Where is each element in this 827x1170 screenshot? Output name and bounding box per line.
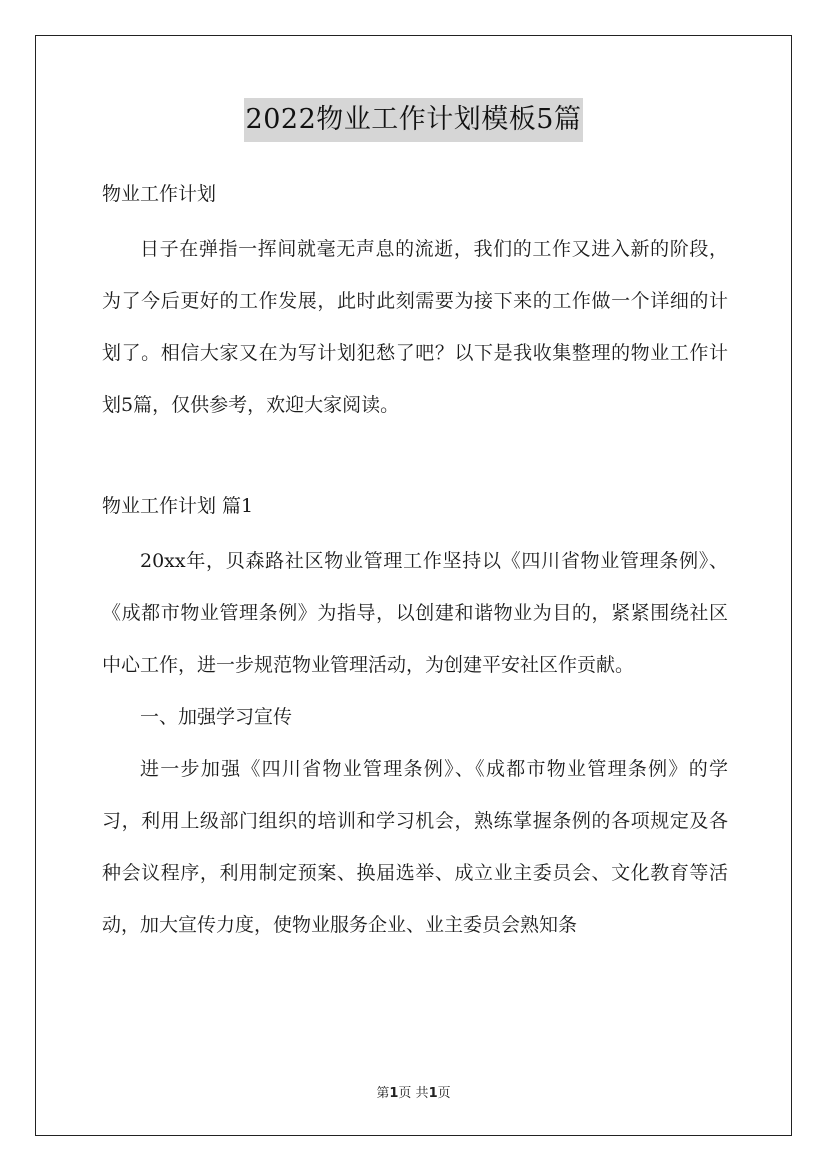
page-current-number: 1 bbox=[389, 1086, 399, 1101]
section1-paragraph: 20xx年，贝森路社区物业管理工作坚持以《四川省物业管理条例》、《成都市物业管理条例》为指导，以创建和谐物业为目的，紧紧围绕社区中心工作，进一步规范物业管理活动，为创建平安社区作贡献。 bbox=[102, 550, 728, 676]
page-suffix: 页 bbox=[437, 1086, 451, 1101]
subparagraph-1: 进一步加强《四川省物业管理条例》、《成都市物业管理条例》的学习，利用上级部门组织的培训和学习机会，熟练掌握条例的各项规定及各种会议程序，利用制定预案、换届选举、成立业主委员会、文化教育等活动，加大宣传力度，使物业服务企业、业主委员会熟知条 bbox=[102, 758, 728, 936]
page-footer bbox=[0, 1082, 827, 1101]
section1-heading: 物业工作计划 篇1 bbox=[102, 495, 254, 517]
document-title: 2022物业工作计划模板5篇 bbox=[244, 98, 584, 142]
title-container bbox=[0, 98, 827, 142]
intro-heading: 物业工作计划 bbox=[102, 183, 217, 205]
page-prefix: 第 bbox=[376, 1086, 390, 1101]
section-spacer bbox=[102, 445, 728, 487]
document-body bbox=[102, 175, 728, 965]
page-total-number: 1 bbox=[428, 1086, 438, 1101]
page-mid: 页 共 bbox=[398, 1086, 429, 1101]
subheading-1: 一、加强学习宣传 bbox=[140, 706, 293, 728]
intro-paragraph: 日子在弹指一挥间就毫无声息的流逝，我们的工作又进入新的阶段，为了今后更好的工作发展，此时此刻需要为接下来的工作做一个详细的计划了。相信大家又在为写计划犯愁了吧？以下是我收集整理的物业工作计划5篇，仅供参考，欢迎大家阅读。 bbox=[102, 238, 728, 416]
